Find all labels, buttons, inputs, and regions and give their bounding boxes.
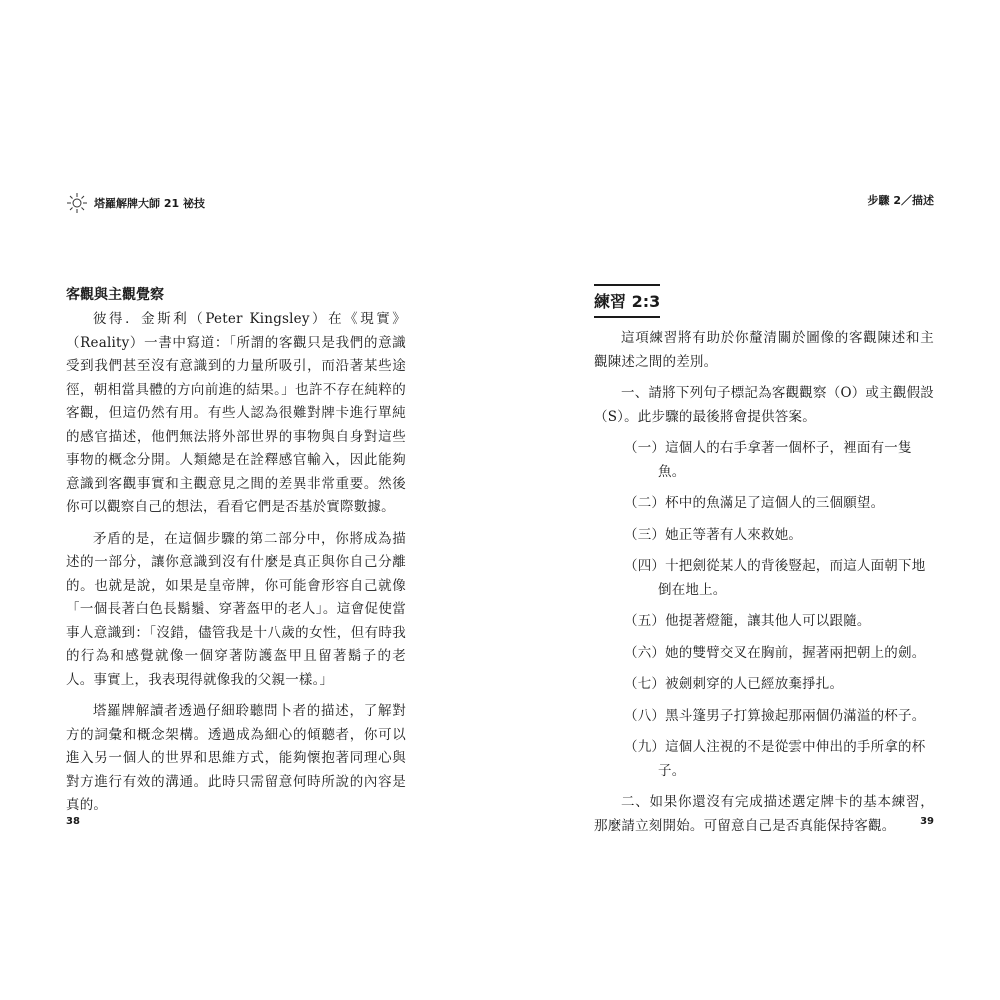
paragraph-1: 彼得．金斯利（Peter Kingsley）在《現實》（Reality）一書中寫道：「所謂的客觀只是我們的意識受到我們甚至沒有意識到的力量所吸引，而沿著某些途徑，朝相當具體的方向前進的結果。」也許不存在純粹的客觀，但這仍然有用。有些人認為很難對牌卡進行單純的感官描述，他們無法將外部世界的事物與自身對這些事物的概念分開。人類總是在詮釋感官輸入，因此能夠意識到客觀事實和主觀意見之間的差異非常重要。然後你可以觀察自己的想法，看看它們是否基於實際數據。 [66,311,406,515]
statement-list [594,437,934,783]
instruction-1: 一、請將下列句子標記為客觀觀察（O）或主觀假設（S）。此步驟的最後將會提供答案。 [594,385,934,425]
exercise-intro: 這項練習將有助於你釐清關於圖像的客觀陳述和主觀陳述之間的差別。 [594,330,934,370]
list-item: （一）這個人的右手拿著一個杯子，裡面有一隻魚。 [624,440,912,480]
list-item: （九）這個人注視的不是從雲中伸出的手所拿的杯子。 [624,739,926,779]
instruction-2: 二、如果你還沒有完成描述選定牌卡的基本練習，那麼請立刻開始。可留意自己是否真能保持客觀。 [594,794,934,834]
list-item: （八）黑斗篷男子打算撿起那兩個仍滿溢的杯子。 [624,707,926,724]
right-body-text [594,327,934,846]
list-item: （五）他提著燈籠，讓其他人可以跟隨。 [624,613,871,629]
list-item: （四）十把劍從某人的背後豎起，而這人面朝下地倒在地上。 [624,558,926,598]
exercise-title: 練習 2:3 [594,284,660,318]
paragraph-3: 塔羅牌解讀者透過仔細聆聽問卜者的描述，了解對方的詞彙和概念架構。透過成為細心的傾聽者，你可以進入另一個人的世界和思維方式，能夠懷抱著同理心與對方進行有效的溝通。此時只需留意何時所說的內容是真的。 [66,703,406,813]
running-head-right: 步驟 2／描述 [867,194,934,207]
left-body-text [66,308,406,826]
sun-ornament-icon [66,192,88,214]
page-number-right: 39 [920,816,934,827]
page-number-left: 38 [66,816,80,827]
list-item: （六）她的雙臂交叉在胸前，握著兩把朝上的劍。 [624,644,926,661]
book-title: 塔羅解牌大師 21 祕技 [94,197,205,210]
section-heading: 客觀與主觀覺察 [66,287,164,303]
list-item: （三）她正等著有人來救她。 [624,526,803,543]
paragraph-2: 矛盾的是，在這個步驟的第二部分中，你將成為描述的一部分，讓你意識到沒有什麼是真正與你自己分離的。也就是說，如果是皇帝牌，你可能會形容自己就像「一個長著白色長鬍鬚、穿著盔甲的老人」。這會促使當事人意識到：「沒錯，儘管我是十八歲的女性，但有時我的行為和感覺就像一個穿著防護盔甲且留著鬍子的老人。事實上，我表現得就像我的父親一樣。」 [66,530,406,688]
running-head-left [66,192,205,214]
list-item: （七）被劍刺穿的人已經放棄掙扎。 [624,676,844,692]
list-item: （二）杯中的魚滿足了這個人的三個願望。 [624,495,885,511]
exercise-label [594,284,661,314]
